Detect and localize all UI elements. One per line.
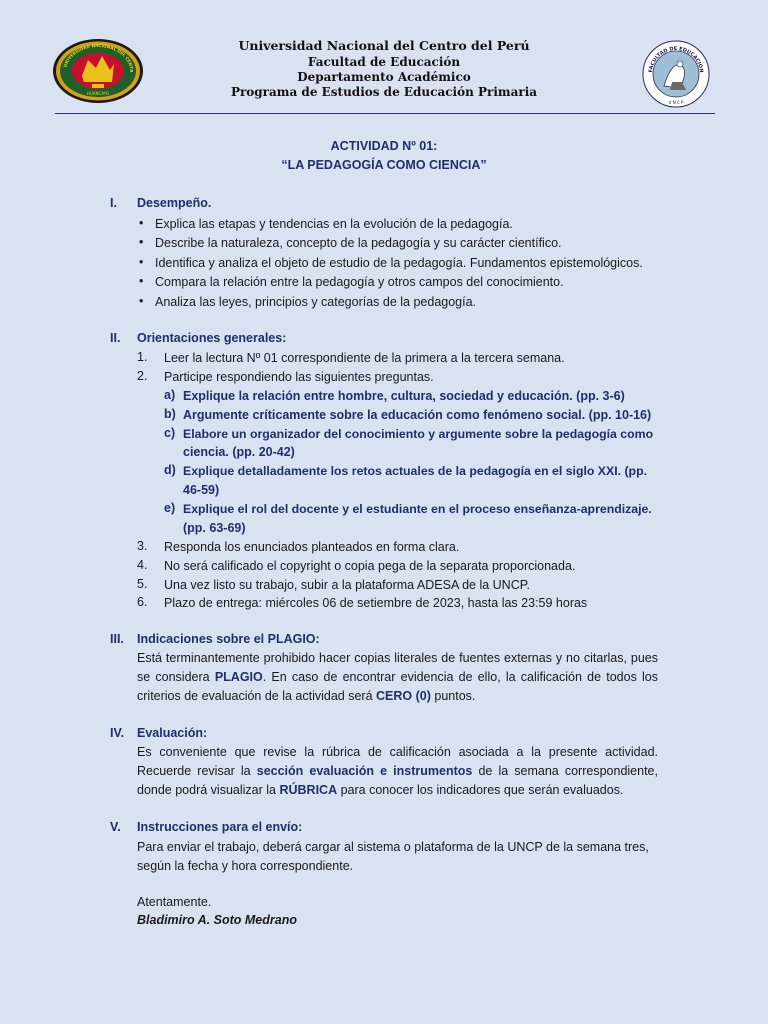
list-item: Participe respondiendo las siguientes preguntas. xyxy=(164,370,434,384)
bullet-icon: • xyxy=(139,255,144,269)
list-item: Leer la lectura Nº 01 correspondiente de la primera a la tercera semana. xyxy=(164,351,565,365)
section-heading-1: I. Desempeño. xyxy=(110,196,212,210)
svg-text:HUANCAYO: HUANCAYO xyxy=(86,91,110,96)
bullet-icon: • xyxy=(139,294,144,308)
header-divider xyxy=(55,113,715,114)
section-heading-3: III. Indicaciones sobre el PLAGIO: xyxy=(110,632,320,646)
program-name: Programa de Estudios de Educación Primaria xyxy=(230,85,538,99)
faculty-name: Facultad de Educación xyxy=(307,55,461,69)
closing-greeting: Atentamente. xyxy=(137,895,212,909)
activity-number: ACTIVIDAD Nº 01: xyxy=(330,139,438,153)
item-number: 2. xyxy=(137,369,148,383)
list-item: Una vez listo su trabajo, subir a la plataforma ADESA de la UNCP. xyxy=(164,578,530,592)
list-item: Identifica y analiza el objeto de estudio de la pedagogía. Fundamentos epistemológicos. xyxy=(155,256,643,270)
submission-text: Para enviar el trabajo, deberá cargar al sistema o plataforma de la UNCP de la semana tres, xyxy=(137,840,649,854)
question-letter: d) xyxy=(164,463,176,477)
department-name: Departamento Académico xyxy=(297,70,471,84)
plagiarism-paragraph: Está terminantemente prohibido hacer copias literales de fuentes externas y no citarlas, pues se considera PLAGIO. En caso de encontrar evidencia de ello, la calificación de todos los criterios de evaluación de la actividad será CERO (0) puntos. xyxy=(137,651,658,703)
keyword-plagio: PLAGIO xyxy=(214,670,263,684)
svg-text:FACULTAD DE EDUCACIÓN: FACULTAD DE EDUCACIÓN xyxy=(648,45,705,74)
list-item: Describe la naturaleza, concepto de la pedagogía y su carácter científico. xyxy=(155,236,562,250)
keyword-section: sección evaluación e instrumentos xyxy=(256,764,473,778)
submission-text: según la fecha y hora correspondiente. xyxy=(137,859,354,873)
section-heading-2: II. Orientaciones generales: xyxy=(110,331,287,345)
keyword-cero: CERO (0) xyxy=(376,689,431,703)
section-heading-4: IV. Evaluación: xyxy=(110,726,208,740)
question-text-continued: 46-59) xyxy=(183,483,220,497)
bullet-icon: • xyxy=(139,216,144,230)
list-item: Plazo de entrega: miércoles 06 de setiembre de 2023, hasta las 23:59 horas xyxy=(164,596,588,610)
question-text: Explique la relación entre hombre, cultura, sociedad y educación. (pp. 3-6) xyxy=(183,389,625,403)
list-item: Responda los enunciados planteados en forma clara. xyxy=(164,540,460,554)
bullet-icon: • xyxy=(139,274,144,288)
item-number: 3. xyxy=(137,539,148,553)
question-letter: b) xyxy=(164,407,176,421)
evaluation-paragraph: Es conveniente que revise la rúbrica de calificación asociada a la presente actividad. Recuerde revisar la sección evaluación e instrumentos de la semana correspondiente, donde podrá visualizar la RÚBRICA para conocer los indicadores que serán evaluados. xyxy=(137,745,658,797)
question-text-continued: (pp. 63-69) xyxy=(183,521,246,535)
item-number: 4. xyxy=(137,558,148,572)
signature-name: Bladimiro A. Soto Medrano xyxy=(137,913,297,927)
question-text: Elabore un organizador del conocimiento y argumente sobre la pedagogía como xyxy=(183,427,654,441)
list-item: No será calificado el copyright o copia pega de la separata proporcionada. xyxy=(164,559,576,573)
item-number: 5. xyxy=(137,577,148,591)
question-letter: e) xyxy=(164,501,176,515)
list-item: Explica las etapas y tendencias en la evolución de la pedagogía. xyxy=(155,217,513,231)
activity-title: “LA PEDAGOGÍA COMO CIENCIA” xyxy=(281,158,487,172)
svg-text:U N C P: U N C P xyxy=(668,100,684,105)
list-item: Compara la relación entre la pedagogía y otros campos del conocimiento. xyxy=(155,275,564,289)
question-text: Argumente críticamente sobre la educación como fenómeno social. (pp. 10-16) xyxy=(183,408,652,422)
university-name: Universidad Nacional del Centro del Perú xyxy=(238,38,530,53)
question-text: Explique el rol del docente y el estudiante en el proceso enseñanza-aprendizaje. xyxy=(183,502,652,516)
item-number: 6. xyxy=(137,595,148,609)
question-text: Explique detalladamente los retos actuales de la pedagogía en el siglo XXI. (pp. xyxy=(183,464,647,478)
bullet-icon: • xyxy=(139,235,144,249)
list-item: Analiza las leyes, principios y categorías de la pedagogía. xyxy=(155,295,477,309)
document-header xyxy=(0,38,768,100)
section-heading-5: V. Instrucciones para el envío: xyxy=(110,820,303,834)
svg-text:UNIVERSIDAD NACIONAL DEL CENTR: UNIVERSIDAD NACIONAL DEL CENTR xyxy=(62,42,135,73)
question-letter: a) xyxy=(164,388,176,402)
keyword-rubrica: RÚBRICA xyxy=(279,783,338,797)
question-text-continued: ciencia. (pp. 20-42) xyxy=(183,445,295,459)
item-number: 1. xyxy=(137,350,148,364)
question-letter: c) xyxy=(164,426,176,440)
